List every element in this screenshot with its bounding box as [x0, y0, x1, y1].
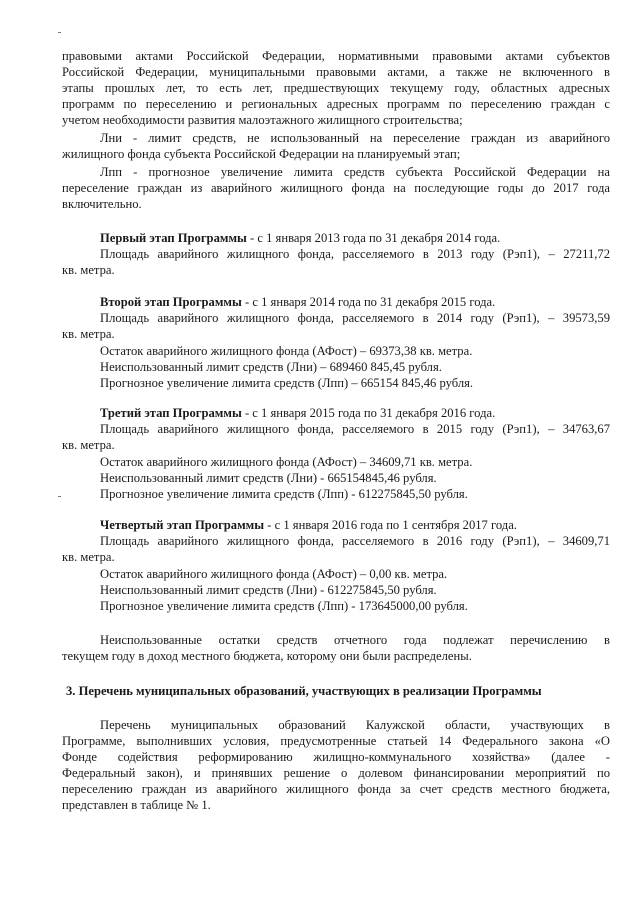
- stage-period: - с 1 января 2014 года по 31 декабря 2015 года.: [241, 295, 496, 309]
- section-paragraph-line: переселению граждан из аварийного жилищного фонда за счет средств местного бюджета,: [62, 782, 610, 796]
- stage-period: - с 1 января 2016 года по 1 сентября 2017 года.: [264, 518, 517, 532]
- stage-unused-limit: Неиспользованный лимит средств (Лни) – 689460 845,45 рубля.: [100, 360, 442, 374]
- stage-title: Четвертый этап Программы: [100, 518, 265, 532]
- stage-area-unit: кв. метра.: [62, 438, 115, 452]
- stage-unused-limit: Неиспользованный лимит средств (Лни) - 612275845,50 рубля.: [100, 583, 437, 597]
- stage-area: Площадь аварийного жилищного фонда, расселяемого в 2016 году (Рэп1), – 34609,71: [100, 534, 610, 548]
- scan-speck: [58, 32, 61, 33]
- stage-heading: [100, 231, 640, 246]
- definition-lni: Лни - лимит средств, не использованный на переселение граждан из аварийного: [100, 131, 610, 145]
- intro-line: программ по переселению и региональных адресных программ по переселению граждан с: [62, 97, 610, 111]
- section-paragraph-line: Фонде содействия реформированию жилищно-коммунального хозяйства» (далее -: [62, 750, 610, 764]
- intro-line: Российской Федерации, муниципальными правовыми актами, а также не включенного в: [62, 65, 610, 79]
- stage-heading: [100, 295, 640, 310]
- section-paragraph-line: Перечень муниципальных образований Калужской области, участвующих в: [100, 718, 610, 732]
- stage-remainder: Остаток аварийного жилищного фонда (АФост) – 69373,38 кв. метра.: [100, 344, 473, 358]
- stage-area-unit: кв. метра.: [62, 327, 115, 341]
- stage-area: Площадь аварийного жилищного фонда, расселяемого в 2014 году (Рэп1), – 39573,59: [100, 311, 610, 325]
- stage-remainder: Остаток аварийного жилищного фонда (АФост) – 0,00 кв. метра.: [100, 567, 448, 581]
- stage-area-unit: кв. метра.: [62, 550, 115, 564]
- definition-lpp: переселение граждан из аварийного жилищного фонда на последующие годы до 2017 года: [62, 181, 610, 195]
- stage-title: Первый этап Программы: [100, 231, 247, 245]
- stage-period: - с 1 января 2013 года по 31 декабря 2014 года.: [246, 231, 501, 245]
- intro-line: правовыми актами Российской Федерации, нормативными правовыми актами субъектов: [62, 49, 610, 63]
- stage-period: - с 1 января 2015 года по 31 декабря 2016 года.: [241, 406, 496, 420]
- section-paragraph-line: представлен в таблице № 1.: [62, 798, 211, 812]
- stage-heading: [100, 406, 640, 421]
- definition-lpp: Лпп - прогнозное увеличение лимита средств субъекта Российской Федерации на: [100, 165, 610, 179]
- stage-title: Второй этап Программы: [100, 295, 242, 309]
- stage-area: Площадь аварийного жилищного фонда, расселяемого в 2015 году (Рэп1), – 34763,67: [100, 422, 610, 436]
- stage-forecast-increase: Прогнозное увеличение лимита средств (Лпп) – 665154 845,46 рубля.: [100, 376, 474, 390]
- stage-forecast-increase: Прогнозное увеличение лимита средств (Лпп) - 173645000,00 рубля.: [100, 599, 468, 613]
- stage-unused-limit: Неиспользованный лимит средств (Лни) - 665154845,46 рубля.: [100, 471, 437, 485]
- closing-line: Неиспользованные остатки средств отчетного года подлежат перечислению в: [100, 633, 610, 647]
- stage-title: Третий этап Программы: [100, 406, 242, 420]
- stage-area-unit: кв. метра.: [62, 263, 115, 277]
- stage-forecast-increase: Прогнозное увеличение лимита средств (Лпп) - 612275845,50 рубля.: [100, 487, 468, 501]
- scan-speck: [58, 496, 61, 497]
- definition-lpp: включительно.: [62, 197, 142, 211]
- closing-line: текущем году в доход местного бюджета, которому они были распределены.: [62, 649, 472, 663]
- stage-heading: [100, 518, 640, 533]
- stage-remainder: Остаток аварийного жилищного фонда (АФост) – 34609,71 кв. метра.: [100, 455, 473, 469]
- section-heading: 3. Перечень муниципальных образований, участвующих в реализации Программы: [66, 684, 542, 698]
- stage-area: Площадь аварийного жилищного фонда, расселяемого в 2013 году (Рэп1), – 27211,72: [100, 247, 610, 261]
- intro-line: учетом необходимости развития малоэтажного жилищного строительства;: [62, 113, 463, 127]
- intro-line: этапы прошлых лет, то есть лет, предшествующих текущему году, областных адресных: [62, 81, 610, 95]
- section-paragraph-line: Программе, выполнивших условия, предусмотренные статьей 14 Федерального закона «О: [62, 734, 610, 748]
- section-paragraph-line: Федеральный закон), и принявших решение о долевом финансировании мероприятий по: [62, 766, 610, 780]
- definition-lni: жилищного фонда субъекта Российской Федерации на планируемый этап;: [62, 147, 461, 161]
